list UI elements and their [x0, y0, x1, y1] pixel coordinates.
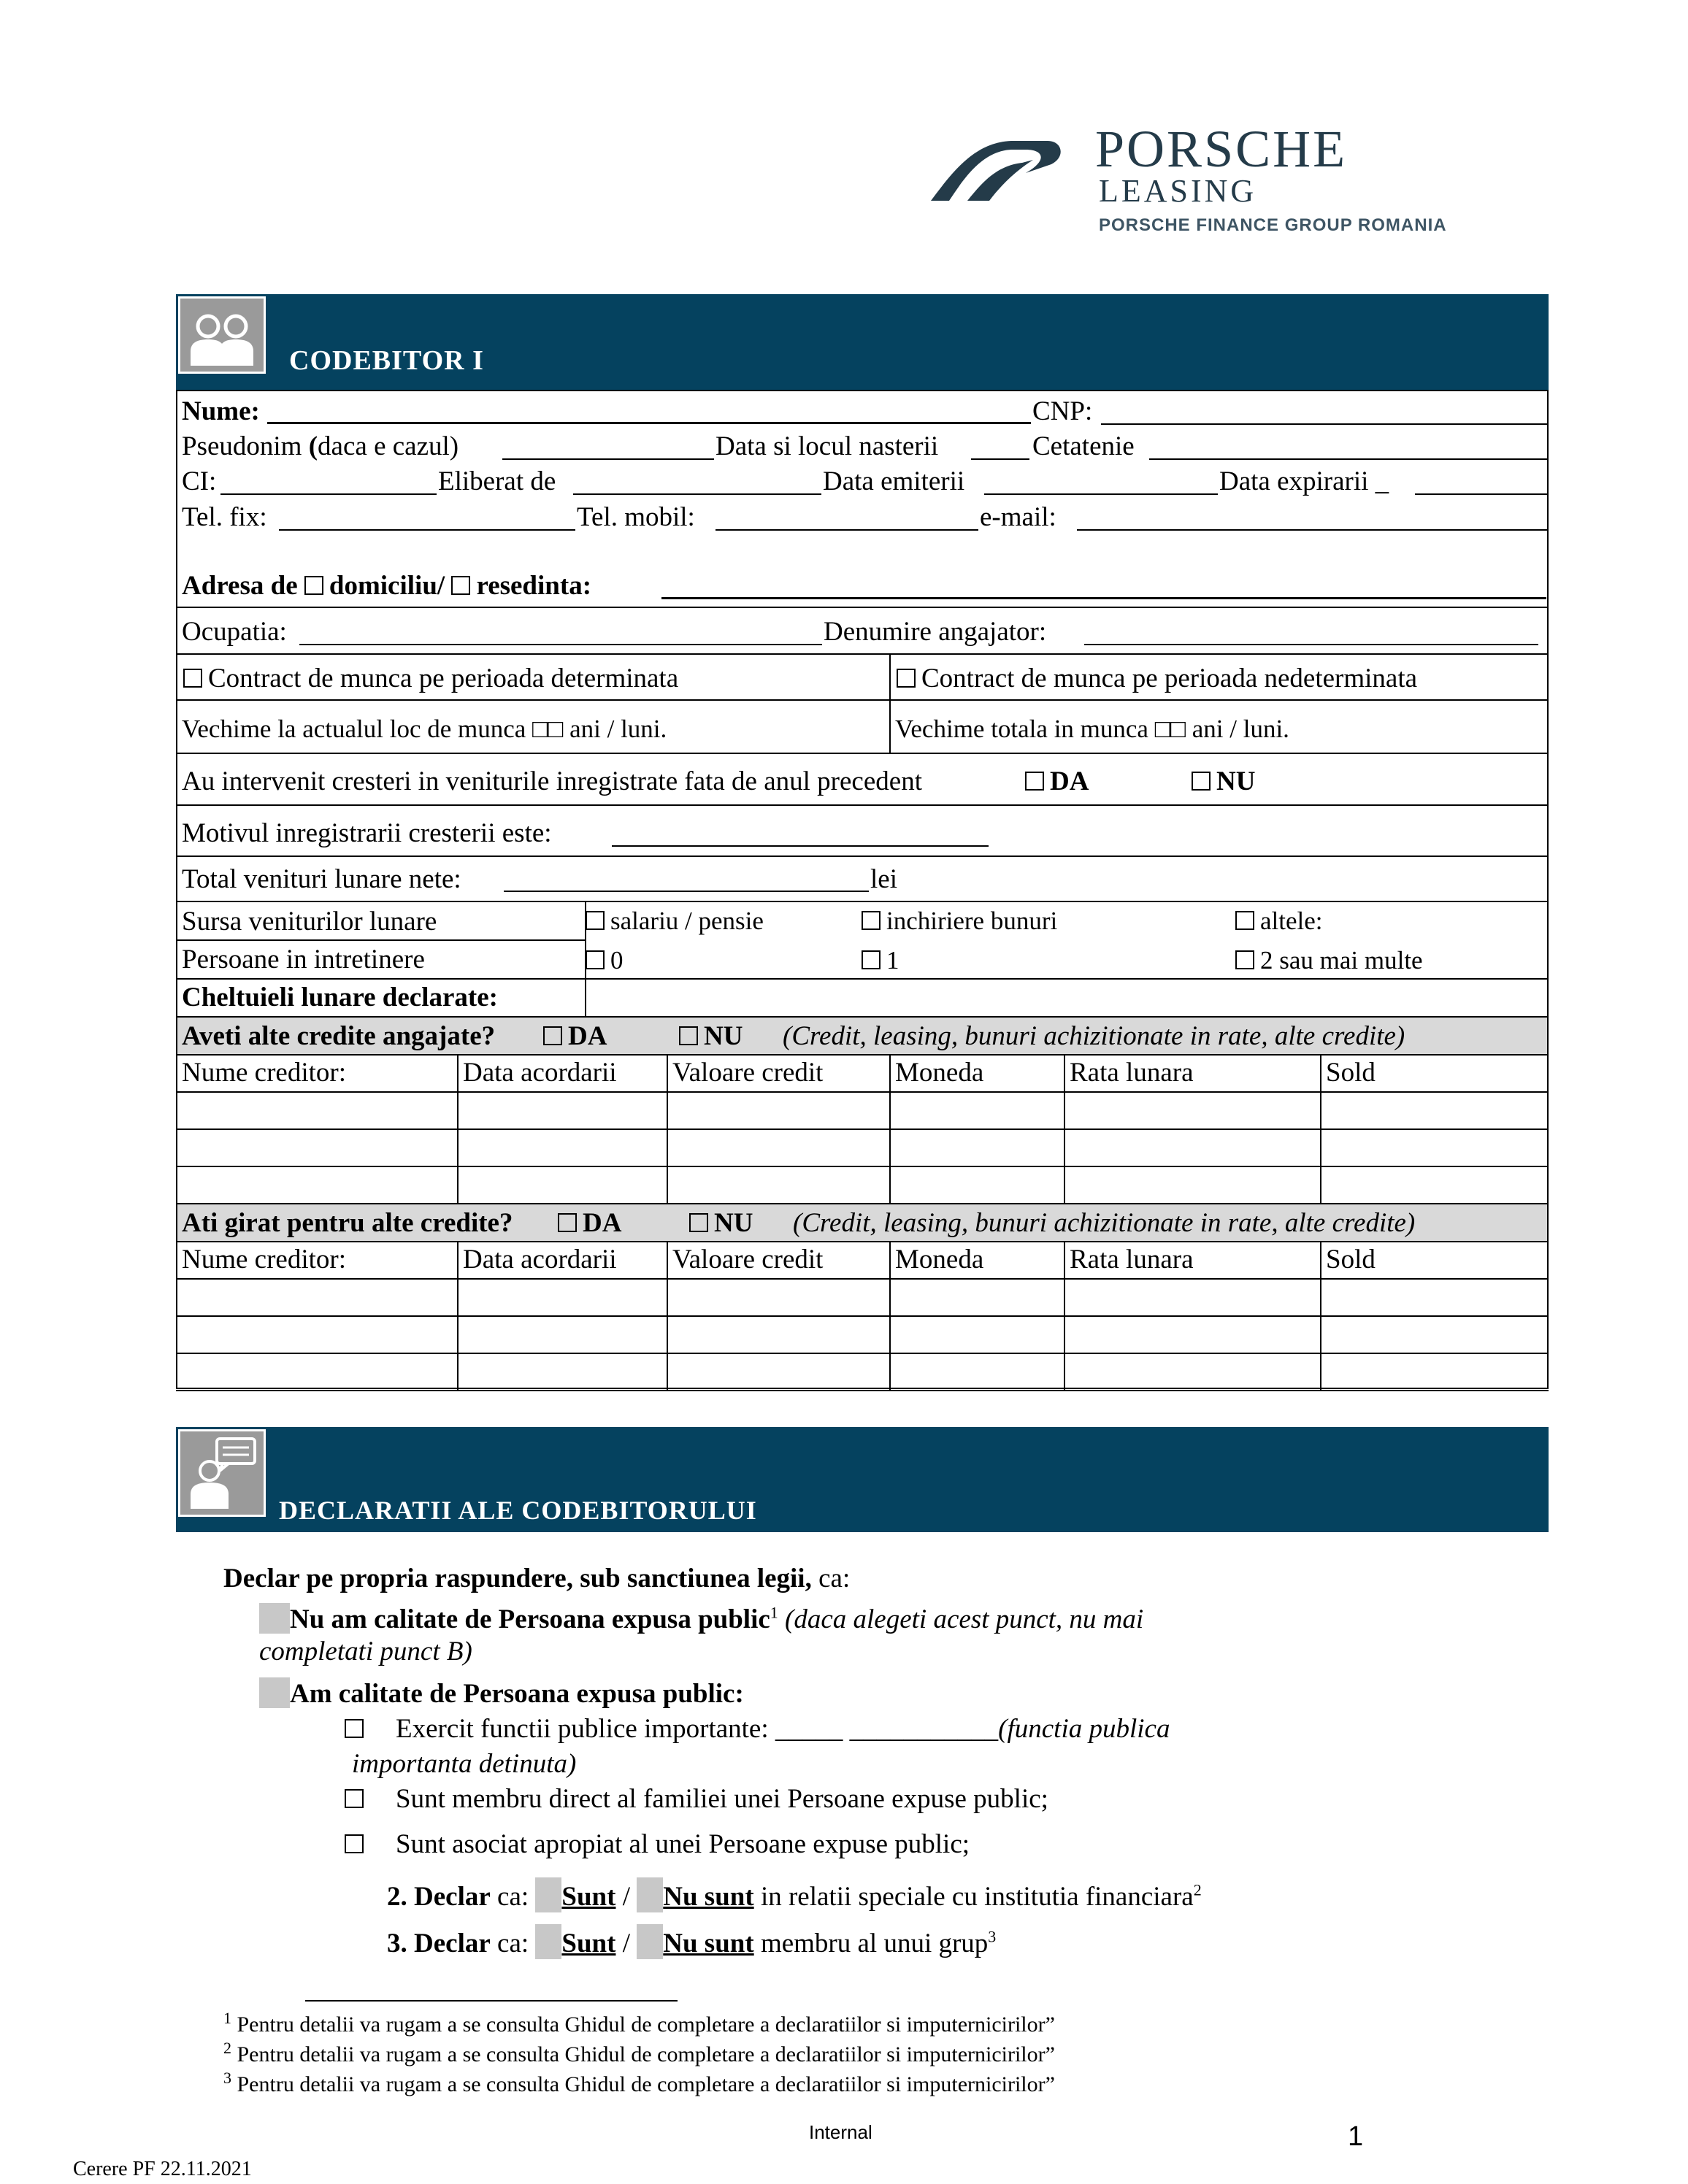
divider — [176, 978, 1549, 980]
table-column-header: Nume creditor: — [182, 1245, 346, 1274]
checkbox-d2-sunt[interactable] — [535, 1877, 561, 1912]
form-code: Cerere PF 22.11.2021 — [73, 2158, 252, 2180]
option-persoane-0[interactable]: 0 — [586, 947, 624, 973]
section-title-codebitor: CODEBITOR I — [289, 345, 484, 376]
input-motiv[interactable] — [612, 845, 989, 847]
footnote-separator — [305, 2000, 678, 2002]
section-title-declaratii: DECLARATII ALE CODEBITORULUI — [279, 1496, 757, 1525]
table-cell-input[interactable] — [1321, 1093, 1547, 1127]
table-cell-input[interactable] — [177, 1317, 456, 1351]
divider — [176, 939, 585, 941]
divider — [176, 901, 1549, 902]
option-sursa-salariu[interactable]: salariu / pensie — [586, 908, 764, 934]
logo-subtitle: LEASING — [1099, 173, 1257, 209]
table-row-divider — [176, 1241, 1549, 1242]
input-nume[interactable] — [267, 422, 1031, 424]
label-cetatenie: Cetatenie — [1032, 431, 1135, 461]
table-cell-input[interactable] — [1321, 1130, 1547, 1164]
input-data-nasterii[interactable] — [971, 458, 1029, 460]
logo-wordmark: PORSCHE — [1095, 120, 1348, 178]
label-cresteri: Au intervenit cresteri in veniturile inregistrate fata de anul precedent — [182, 766, 922, 796]
label-angajator: Denumire angajator: — [824, 617, 1047, 647]
divider — [176, 855, 1549, 857]
option-sursa-altele[interactable]: altele: — [1235, 908, 1323, 934]
checkbox-persoane-2[interactable] — [1235, 950, 1254, 969]
declaratie-3: 3. Declar ca: Sunt / Nu sunt membru al unui grup$^3$ — [387, 1924, 996, 1959]
table-cell-input[interactable] — [668, 1167, 888, 1201]
label-tel-mobil: Tel. mobil: — [577, 502, 695, 532]
input-ocupatia[interactable] — [299, 644, 822, 645]
input-angajator[interactable] — [1084, 644, 1538, 645]
table-column-header: Moneda — [895, 1245, 984, 1274]
logo-group-name: PORSCHE FINANCE GROUP ROMANIA — [1099, 215, 1447, 235]
option-persoane-1[interactable]: 1 — [862, 947, 899, 973]
checkbox-exercit-functii[interactable] — [345, 1719, 364, 1738]
checkbox-contract-determinata[interactable] — [183, 669, 202, 688]
table-cell-input[interactable] — [1065, 1130, 1319, 1164]
speaker-icon — [178, 1429, 266, 1517]
table-column-header: Valoare credit — [672, 1245, 824, 1274]
label-nume: Nume: — [182, 396, 260, 426]
option-cresteri-da[interactable]: DA — [1025, 768, 1089, 795]
divider — [585, 901, 586, 1016]
option-sursa-inchiriere[interactable]: inchiriere bunuri — [862, 908, 1057, 934]
checkbox-credite-da[interactable] — [543, 1026, 562, 1045]
option-asociat-apropiat[interactable]: Sunt asociat apropiat al unei Persoane expuse public; — [345, 1831, 970, 1858]
page-number: 1 — [1348, 2121, 1364, 2152]
table-cell-input[interactable] — [1065, 1317, 1319, 1351]
label-vechime-actual: Vechime la actualul loc de munca □□ ani / luni. — [182, 715, 667, 743]
label-lei: lei — [870, 864, 897, 894]
label-data-expirarii: Data expirarii _ — [1219, 466, 1389, 496]
divider — [176, 653, 1549, 655]
table-cell-input[interactable] — [177, 1354, 456, 1388]
label-tel-fix: Tel. fix: — [182, 502, 267, 532]
input-pseudonim[interactable] — [502, 458, 714, 460]
input-cetatenie[interactable] — [1149, 458, 1549, 460]
checkbox-persoane-0[interactable] — [586, 950, 605, 969]
table-cell-input[interactable] — [668, 1130, 888, 1164]
checkbox-cresteri-da[interactable] — [1025, 772, 1044, 791]
input-ci[interactable] — [220, 493, 437, 495]
girat-note: (Credit, leasing, bunuri achizitionate in rate, alte credite) — [793, 1208, 1416, 1238]
table-cell-input[interactable] — [668, 1317, 888, 1351]
table-column-header: Rata lunara — [1070, 1058, 1194, 1088]
table-cell-input[interactable] — [177, 1280, 456, 1314]
table-cell-input[interactable] — [891, 1167, 1062, 1201]
label-eliberat: Eliberat de — [438, 466, 556, 496]
option-persoane-2[interactable]: 2 sau mai multe — [1235, 947, 1423, 973]
label-adresa: Adresa de domiciliu/ resedinta: — [182, 571, 592, 601]
input-email[interactable] — [1077, 529, 1549, 531]
table-cell-input[interactable] — [668, 1093, 888, 1127]
table-column-header: Data acordarii — [463, 1058, 617, 1088]
label-total-venituri: Total venituri lunare nete: — [182, 864, 461, 894]
option-nu-am-calitate-note: completati punct B) — [259, 1637, 472, 1666]
checkbox-resedinta[interactable] — [451, 576, 470, 595]
table-cell-input[interactable] — [1321, 1167, 1547, 1201]
checkbox-persoane-1[interactable] — [862, 950, 881, 969]
label-girat-question: Ati girat pentru alte credite? — [182, 1208, 513, 1238]
divider — [176, 607, 1549, 608]
table-cell-input[interactable] — [1065, 1354, 1319, 1388]
table-cell-input[interactable] — [177, 1130, 456, 1164]
divider — [176, 753, 1549, 754]
table-cell-input[interactable] — [1065, 1093, 1319, 1127]
label-cnp: CNP: — [1032, 396, 1093, 426]
label-pseudonim: Pseudonim (daca e cazul) — [182, 431, 459, 461]
checkbox-cresteri-nu[interactable] — [1192, 772, 1211, 791]
input-cnp[interactable] — [1101, 423, 1549, 425]
checkbox-girat-nu[interactable] — [689, 1213, 708, 1232]
table-cell-input[interactable] — [1065, 1167, 1319, 1201]
option-credite-da[interactable]: DA — [543, 1023, 607, 1050]
porsche-leasing-logo-mark — [924, 128, 1070, 208]
declaratie-2: 2. Declar ca: Sunt / Nu sunt in relatii speciale cu institutia financiara$^2$ — [387, 1877, 1202, 1912]
label-ci: CI: — [182, 466, 217, 496]
divider — [176, 1531, 1549, 1532]
checkbox-asociat-apropiat[interactable] — [345, 1834, 364, 1853]
option-exercit-functii[interactable]: Exercit functii publice importante: _____ ___________(functia publica — [345, 1715, 1170, 1742]
table-row-divider — [176, 1390, 1549, 1391]
input-total-venituri[interactable] — [504, 891, 869, 892]
footnote-1: $^1$ Pentru detalii va rugam a se consulta Ghidul de completare a declaratiilor si imputernicirilor” — [223, 2009, 1055, 2037]
table-cell-input[interactable] — [891, 1130, 1062, 1164]
footnote-2: $^2$ Pentru detalii va rugam a se consulta Ghidul de completare a declaratiilor si imputernicirilor” — [223, 2039, 1055, 2066]
checkbox-d2-nu-sunt[interactable] — [637, 1877, 663, 1912]
divider — [176, 1203, 1549, 1204]
footnote-3: $^3$ Pentru detalii va rugam a se consulta Ghidul de completare a declaratiilor si imputernicirilor” — [223, 2069, 1055, 2096]
table-cell-input[interactable] — [459, 1317, 665, 1351]
table-cell-input[interactable] — [1065, 1280, 1319, 1314]
checkbox-am-calitate[interactable] — [259, 1677, 290, 1708]
classification-label: Internal — [809, 2121, 872, 2143]
label-ocupatia: Ocupatia: — [182, 617, 287, 647]
label-data-nasterii: Data si locul nasterii — [716, 431, 939, 461]
option-cresteri-nu[interactable]: NU — [1192, 768, 1255, 795]
label-email: e-mail: — [980, 502, 1056, 532]
table-cell-input[interactable] — [668, 1354, 888, 1388]
option-contract-determinata[interactable]: Contract de munca pe perioada determinata — [183, 665, 678, 692]
option-contract-nedeterminata[interactable]: Contract de munca pe perioada nedeterminata — [897, 665, 1417, 692]
label-sursa: Sursa veniturilor lunare — [182, 907, 437, 937]
table-cell-input[interactable] — [459, 1280, 665, 1314]
option-girat-nu[interactable]: NU — [689, 1210, 753, 1237]
divider — [889, 653, 891, 753]
checkbox-d3-sunt[interactable] — [535, 1924, 561, 1959]
table-column-header: Data acordarii — [463, 1245, 617, 1274]
checkbox-sursa-altele[interactable] — [1235, 911, 1254, 930]
input-tel-fix[interactable] — [279, 529, 575, 531]
table-cell-input[interactable] — [459, 1130, 665, 1164]
table-cell-input[interactable] — [459, 1093, 665, 1127]
input-adresa[interactable] — [661, 597, 1546, 599]
label-cheltuieli: Cheltuieli lunare declarate: — [182, 983, 498, 1012]
checkbox-sursa-salariu[interactable] — [586, 911, 605, 930]
label-credite-question: Aveti alte credite angajate? — [182, 1021, 496, 1051]
table-column-header: Sold — [1326, 1245, 1376, 1274]
table-column-header: Rata lunara — [1070, 1245, 1194, 1274]
option-membru-familie[interactable]: Sunt membru direct al familiei unei Persoane expuse public; — [345, 1785, 1048, 1812]
table-cell-input[interactable] — [1321, 1354, 1547, 1388]
checkbox-credite-nu[interactable] — [679, 1026, 698, 1045]
declaratii-intro: Declar pe propria raspundere, sub sanctiunea legii, ca: — [223, 1564, 851, 1593]
input-data-expirarii[interactable] — [1415, 493, 1549, 495]
table-column-header: Sold — [1326, 1058, 1376, 1088]
label-vechime-totala: Vechime totala in munca □□ ani / luni. — [895, 715, 1289, 743]
option-nu-am-calitate[interactable]: Nu am calitate de Persoana expusa public$^1$ (daca alegeti acest punct, nu mai — [259, 1603, 1143, 1634]
people-icon — [178, 296, 266, 374]
label-persoane: Persoane in intretinere — [182, 945, 425, 974]
table-cell-input[interactable] — [891, 1093, 1062, 1127]
checkbox-sursa-inchiriere[interactable] — [862, 911, 881, 930]
divider — [176, 699, 1549, 701]
checkbox-d3-nu-sunt[interactable] — [637, 1924, 663, 1959]
option-girat-da[interactable]: DA — [558, 1210, 621, 1237]
table-cell-input[interactable] — [459, 1167, 665, 1201]
table-column-header: Moneda — [895, 1058, 984, 1088]
table-column-header: Valoare credit — [672, 1058, 824, 1088]
checkbox-girat-da[interactable] — [558, 1213, 577, 1232]
table-cell-input[interactable] — [891, 1317, 1062, 1351]
exercit-functii-note: importanta detinuta) — [352, 1749, 577, 1779]
table-cell-input[interactable] — [891, 1280, 1062, 1314]
input-eliberat[interactable] — [573, 493, 821, 495]
table-cell-input[interactable] — [459, 1354, 665, 1388]
table-cell-input[interactable] — [668, 1280, 888, 1314]
table-cell-input[interactable] — [177, 1167, 456, 1201]
divider — [176, 804, 1549, 806]
table-cell-input[interactable] — [891, 1354, 1062, 1388]
option-am-calitate[interactable]: Am calitate de Persoana expusa public: — [259, 1677, 744, 1708]
table-row-divider — [176, 1054, 1549, 1056]
checkbox-domiciliu[interactable] — [304, 576, 323, 595]
input-tel-mobil[interactable] — [716, 529, 978, 531]
checkbox-membru-familie[interactable] — [345, 1789, 364, 1808]
table-cell-input[interactable] — [1321, 1280, 1547, 1314]
label-data-emiterii: Data emiterii — [823, 466, 965, 496]
checkbox-contract-nedeterminata[interactable] — [897, 669, 916, 688]
table-column-header: Nume creditor: — [182, 1058, 346, 1088]
table-cell-input[interactable] — [177, 1093, 456, 1127]
checkbox-nu-am-calitate[interactable] — [259, 1603, 290, 1634]
label-motiv: Motivul inregistrarii cresterii este: — [182, 818, 552, 848]
option-credite-nu[interactable]: NU — [679, 1023, 743, 1050]
credite-note: (Credit, leasing, bunuri achizitionate in rate, alte credite) — [783, 1021, 1405, 1051]
table-cell-input[interactable] — [1321, 1317, 1547, 1351]
input-data-emiterii[interactable] — [984, 493, 1218, 495]
